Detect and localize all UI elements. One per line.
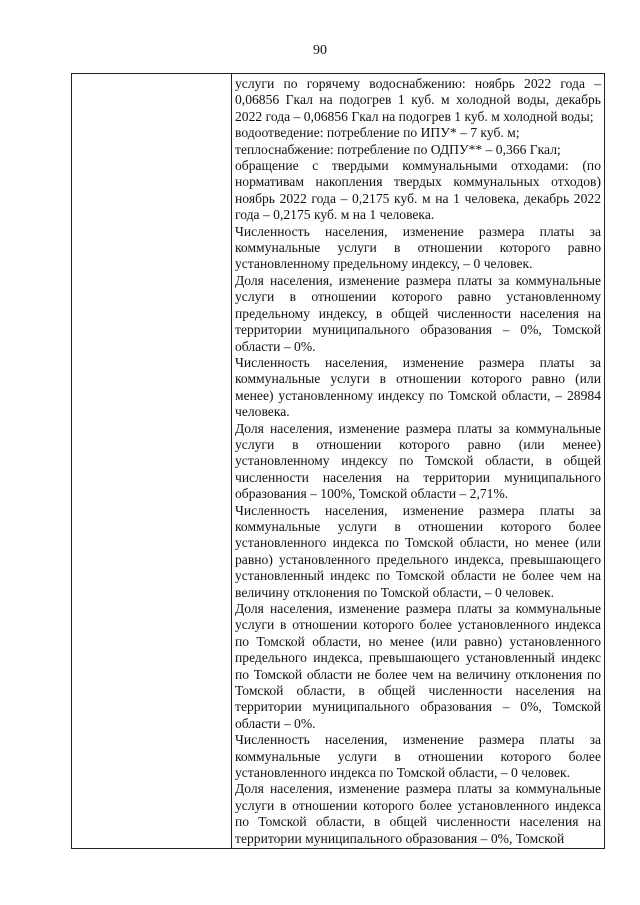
paragraph-share-above-index: Доля населения, изменение размера платы за коммунальные услуги в отношении которого более установленного индекса по Томской области, в общей численности населения на территории муниципального образования – 0%, Томской <box>235 781 601 846</box>
paragraph-share-within-deviation: Доля населения, изменение размера платы за коммунальные услуги в отношении которого более установленного индекса по Томской области, но менее (или равно) установленного предельного индекса, превышающего установленный индекс по Томской области не более чем на величину отклонения по Томской области, в общей численности населения на территории муниципального образования – 0%, Томской области – 0%. <box>235 601 601 731</box>
paragraph-heating: теплоснабжение: потребление по ОДПУ** – 0,366 Гкал; <box>235 141 561 157</box>
paragraph-solid-waste: обращение с твердыми коммунальными отходами: (по нормативам накопления твердых коммунальных отходов) ноябрь 2022 года – 0,2175 куб. м на 1 человека, декабрь 2022 года – 0,2175 куб. м на 1 человека. <box>235 158 601 223</box>
paragraph-share-within-index: Доля населения, изменение размера платы за коммунальные услуги в отношении которого равно (или менее) установленному индексу по Томской области, в общей численности населения на территории муниципального образования – 100%, Томской области – 2,71%. <box>235 420 601 502</box>
paragraph-drainage: водоотведение: потребление по ИПУ* – 7 куб. м; <box>235 125 520 141</box>
paragraph-population-above-index: Численность населения, изменение размера платы за коммунальные услуги в отношении которого более установленного индекса по Томской области, – 0 человек. <box>235 732 601 781</box>
paragraph-population-within-deviation: Численность населения, изменение размера платы за коммунальные услуги в отношении которого более установленного индекса по Томской области, но менее (или равно) установленного предельного индекса, превышающего установленный индекс по Томской области не более чем на величину отклонения по Томской области, – 0 человек. <box>235 502 601 600</box>
paragraph-hot-water: услуги по горячему водоснабжению: ноябрь 2022 года – 0,06856 Гкал на подогрев 1 куб. м холодной воды, декабрь 2022 года – 0,06856 Гкал на подогрев 1 куб. м холодной воды; <box>235 76 601 124</box>
table-cell-content <box>235 76 601 847</box>
paragraph-share-equal-limit: Доля населения, изменение размера платы за коммунальные услуги в отношении которого равно установленному предельному индексу, в общей численности населения на территории муниципального образования – 0%, Томской области – 0%. <box>235 272 601 354</box>
column-divider <box>231 74 232 848</box>
document-table <box>71 73 605 849</box>
paragraph-population-within-index: Численность населения, изменение размера платы за коммунальные услуги в отношении которого равно (или менее) установленному индексу по Томской области, – 28984 человека. <box>235 354 601 420</box>
paragraph-population-equal-limit: Численность населения, изменение размера платы за коммунальные услуги в отношении которого равно установленному предельному индексу, – 0 человек. <box>235 223 601 272</box>
page-number: 90 <box>313 43 327 58</box>
